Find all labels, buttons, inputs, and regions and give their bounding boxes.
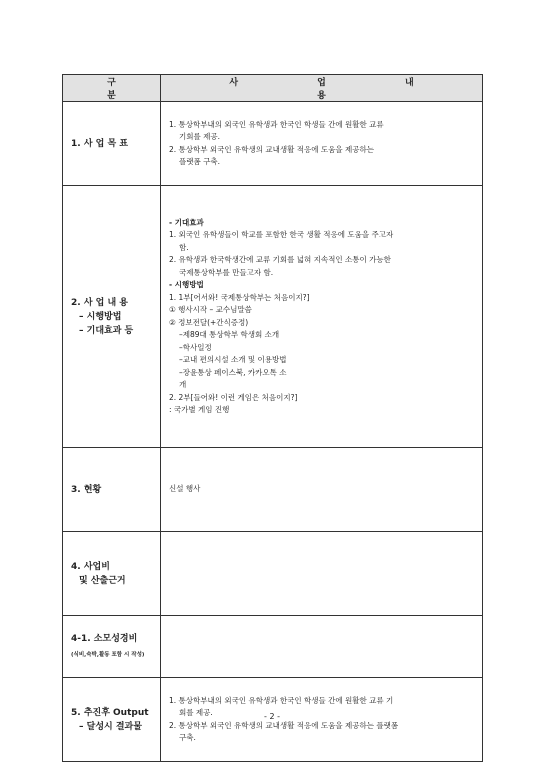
supplies-content — [161, 616, 483, 678]
content-line: –교내 편의시설 소개 및 이용방법 — [179, 355, 287, 364]
content-line: 개 — [179, 380, 187, 389]
page-number: - 2 - — [264, 712, 280, 721]
objective-label: 1. 사 업 목 표 — [63, 102, 161, 186]
supplies-label: 4-1. 소모성경비 (식비,숙박,활동 포함 시 작성) — [63, 616, 161, 678]
output-line: 1. 통상학부내의 외국인 유학생과 한국인 학생들 간에 원활한 교류 기 — [169, 695, 394, 705]
budget-sub: 및 산출근거 — [79, 575, 126, 586]
objective-line: 기회를 제공. — [179, 132, 220, 141]
objective-line: 1. 통상학부내의 외국인 유학생과 한국인 학생들 간에 원활한 교류 — [169, 119, 384, 129]
content-line: 1. 외국인 유학생들이 학교를 포함한 한국 생활 적응에 도움을 주고자 — [169, 230, 394, 239]
header-content: 사 업 내 용 — [161, 75, 483, 102]
row-supplies — [63, 616, 483, 678]
content-line: - 기대효과 — [169, 217, 204, 227]
objective-line: 플랫폼 구축. — [179, 157, 220, 166]
content-line: - 시행방법 — [169, 280, 204, 289]
content-line: ② 정보전달(+간식증정) — [169, 317, 249, 327]
content-line: 함. — [179, 242, 189, 252]
budget-label: 4. 사업비 및 산출근거 — [63, 532, 161, 616]
content-line: 국제통상학부를 만들고자 함. — [179, 267, 274, 277]
business-plan-table — [62, 74, 483, 762]
content-body — [161, 186, 483, 448]
content-line: ① 행사시작 – 교수님말씀 — [169, 305, 252, 314]
budget-content — [161, 532, 483, 616]
supplies-note: (식비,숙박,활동 포함 시 작성) — [71, 651, 145, 658]
output-sub: – 달성시 결과물 — [79, 721, 142, 732]
objective-content — [161, 102, 483, 186]
output-line: 회를 제공. — [179, 708, 213, 717]
row-content — [63, 186, 483, 448]
content-sub-effect: – 기대효과 등 — [79, 325, 134, 336]
output-label: 5. 추진후 Output – 달성시 결과물 — [63, 678, 161, 762]
header-category: 구 분 — [63, 75, 161, 102]
content-sub-method: – 시행방법 — [79, 311, 122, 322]
status-label: 3. 현황 — [63, 448, 161, 532]
objective-line: 2. 통상학부 외국인 유학생의 교내생활 적응에 도움을 제공하는 — [169, 144, 374, 154]
output-line: 2. 통상학부 외국인 유학생의 교내생활 적응에 도움을 제공하는 플랫폼 — [169, 720, 399, 730]
row-status — [63, 448, 483, 532]
row-objective — [63, 102, 483, 186]
content-line: 2. 2부[들어와! 이런 게임은 처음이지?] — [169, 392, 298, 402]
content-line: –학사일정 — [179, 342, 212, 352]
content-line: 1. 1부[어서와! 국제통상학부는 처음이지?] — [169, 292, 310, 302]
content-line: –제89대 통상학부 학생회 소개 — [179, 330, 280, 339]
content-label: 2. 사 업 내 용 – 시행방법 – 기대효과 등 — [63, 186, 161, 448]
output-line: 구축. — [179, 733, 196, 742]
status-content: 신설 행사 — [161, 448, 483, 532]
table-header-row — [63, 75, 483, 102]
content-line: –장윤통상 페이스북, 카카오톡 소 — [179, 367, 287, 377]
row-budget — [63, 532, 483, 616]
content-line: 2. 유학생과 한국학생간에 교류 기회를 넓혀 지속적인 소통이 가능한 — [169, 255, 391, 264]
content-line: : 국가별 게임 진행 — [169, 405, 230, 414]
